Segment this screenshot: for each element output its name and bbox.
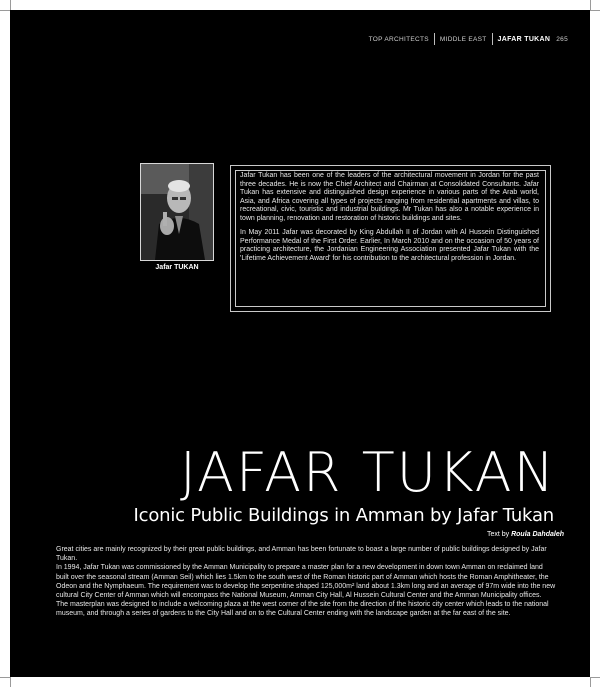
- header-divider: [434, 33, 435, 45]
- crop-mark: [590, 10, 600, 11]
- credit-author: Roula Dahdaleh: [511, 531, 564, 538]
- header-name: JAFAR TUKAN: [497, 35, 551, 43]
- portrait-photo: [140, 163, 214, 261]
- bio-paragraph: Jafar Tukan has been one of the leaders of the architectural movement in Jordan for the past three decades. He is now the Chief Architect and Chairman at Consolidated Consultants. Jafar Tukan has extensive and distinguished design experience in various parts of the Arab world, Asia, and Africa covering all types of projects ranging from residential apartments and villas, to recreational, civic, touristic and industrial buildings. Mr Tukan has also a notable experience in town planning, renovation and restoration of historic buildings and sites.: [240, 172, 539, 222]
- crop-mark: [0, 10, 10, 11]
- body-paragraph: The masterplan was designed to include a welcoming plaza at the west corner of the site from the direction of the historic city center which leads to the national museum, and through a series of gardens to the City Hall and on to the Cultural Center ending with the landscape garden at the far east of the site.: [56, 601, 549, 618]
- portrait-caption: Jafar TUKAN: [155, 264, 199, 271]
- header-section: TOP ARCHITECTS: [368, 35, 429, 43]
- crop-mark: [10, 0, 11, 10]
- crop-mark: [590, 677, 600, 678]
- page-number: 265: [556, 35, 568, 43]
- portrait-image: [141, 164, 213, 260]
- author-credit: [487, 531, 564, 538]
- body-paragraph: Great cities are mainly recognized by their great public buildings, and Amman has been fortunate to boast a large number of public buildings designed by Jafar Tukan.: [56, 546, 547, 563]
- crop-mark: [0, 677, 10, 678]
- article-subtitle: Iconic Public Buildings in Amman by Jafar Tukan: [133, 505, 554, 526]
- bio-box: [240, 172, 539, 269]
- body-paragraph: In 1994, Jafar Tukan was commissioned by the Amman Municipality to prepare a master plan for a new development in down town Amman on reclaimed land built over the seasonal stream (Amman Seil) which lies 1.5km to the south west of the Roman historic part of Amman which hosts the Roman Amphitheater, the Odeon and the Nymphaeum. The requirement was to develop the serpentine shaped 125,000m² land about 1.3km long and an average of 97m wide into the new cultural City Center of Amman which will encompass the National Museum, Amman City Hall, Al Hussein Cultural Center and the Amman Municipality offices.: [56, 564, 556, 600]
- crop-mark: [590, 0, 591, 10]
- bio-paragraph: In May 2011 Jafar was decorated by King Abdullah II of Jordan with Al Hussein Distinguished Performance Medal of the First Order. Earlier, In March 2010 and on the occasion of 50 years of practicing architecture, the Jordanian Engineering Association presented Jafar Tukan with the 'Lifetime Achievement Award' for his contribution to the architectural profession in Jordan.: [240, 229, 539, 262]
- header-region: MIDDLE EAST: [439, 35, 487, 43]
- header-divider: [492, 33, 493, 45]
- crop-mark: [10, 677, 11, 687]
- running-header: [369, 33, 568, 45]
- article-body: [56, 545, 556, 619]
- crop-mark: [590, 677, 591, 687]
- credit-prefix: Text by: [486, 531, 510, 538]
- article-title: JAFAR TUKAN: [180, 441, 556, 504]
